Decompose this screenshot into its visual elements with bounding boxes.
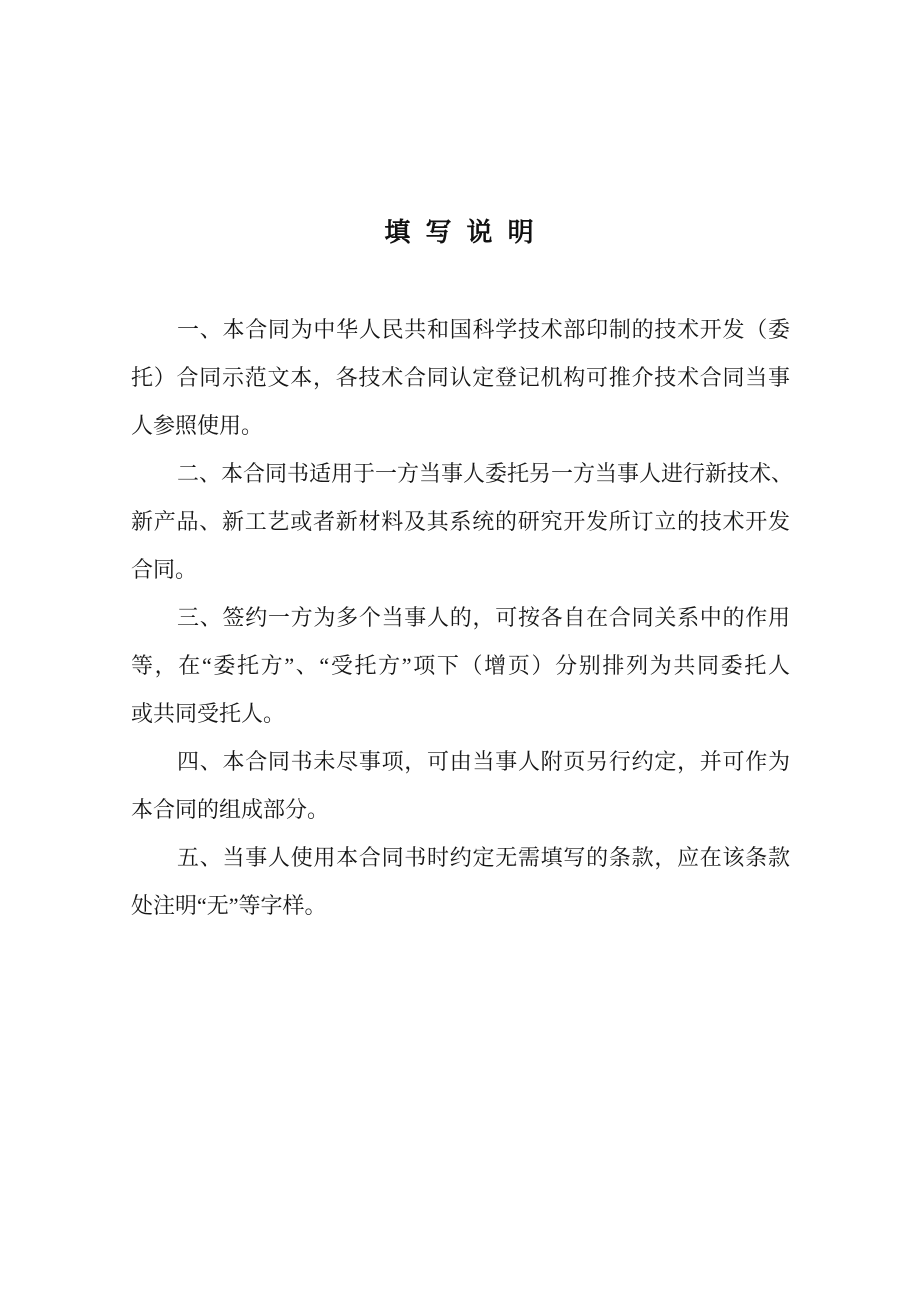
- text-line: 等，在“委托方”、“受托方”项下（增页）分别排列为共同委托人: [131, 653, 790, 678]
- text-line: 合同。: [131, 557, 198, 582]
- text-line: 本合同的组成部分。: [131, 797, 330, 822]
- page-title: 填 写 说 明: [384, 218, 537, 248]
- text-line: 四、本合同书未尽事项，可由当事人附页另行约定，并可作为: [177, 749, 790, 774]
- paragraph-list: [131, 306, 794, 930]
- text-line: 五、当事人使用本合同书时约定无需填写的条款，应在该条款: [177, 845, 790, 870]
- text-line: 或共同受托人。: [131, 701, 286, 726]
- text-line: 托）合同示范文本，各技术合同认定登记机构可推介技术合同当事: [131, 365, 790, 390]
- text-line: 一、本合同为中华人民共和国科学技术部印制的技术开发（委: [177, 317, 790, 342]
- paragraph: [131, 834, 790, 930]
- text-line: 三、签约一方为多个当事人的，可按各自在合同关系中的作用: [177, 605, 790, 630]
- paragraph: [131, 738, 790, 834]
- paragraph: [131, 306, 790, 450]
- text-line: 二、本合同书适用于一方当事人委托另一方当事人进行新技术、: [177, 461, 794, 486]
- text-line: 新产品、新工艺或者新材料及其系统的研究开发所订立的技术开发: [131, 509, 790, 534]
- text-line: 处注明“无”等字样。: [131, 893, 327, 918]
- paragraph: [131, 594, 790, 738]
- text-line: 人参照使用。: [131, 413, 264, 438]
- paragraph: [131, 450, 794, 594]
